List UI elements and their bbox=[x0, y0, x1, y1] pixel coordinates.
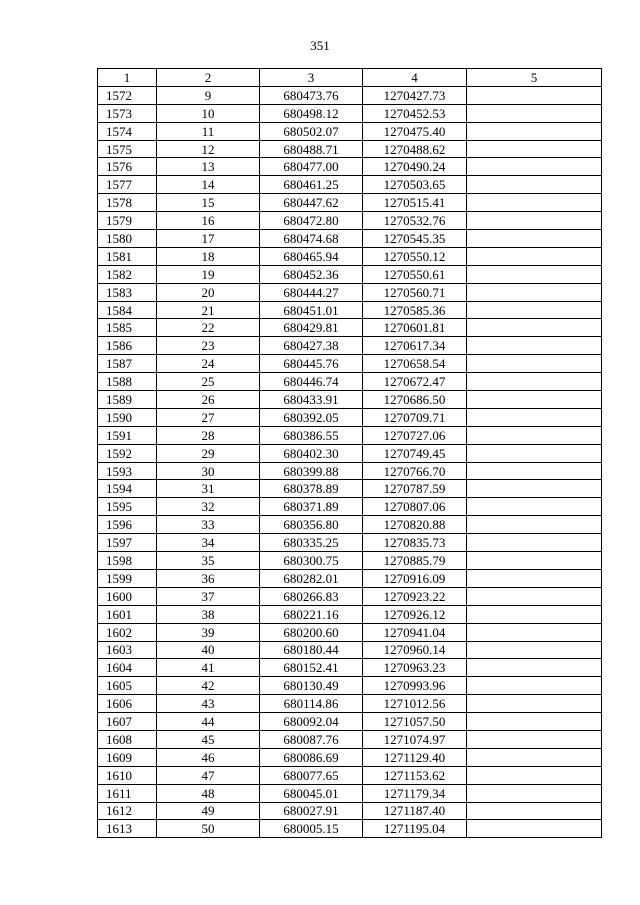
table-cell: 1270617.34 bbox=[363, 337, 467, 355]
table-cell bbox=[467, 766, 602, 784]
table-cell: 1609 bbox=[98, 748, 157, 766]
table-cell: 1599 bbox=[98, 569, 157, 587]
table-cell: 1270787.59 bbox=[363, 480, 467, 498]
table-cell: 1579 bbox=[98, 212, 157, 230]
table-cell: 680399.88 bbox=[260, 462, 363, 480]
table-cell: 680114.86 bbox=[260, 695, 363, 713]
table-cell: 680446.74 bbox=[260, 373, 363, 391]
table-cell: 680180.44 bbox=[260, 641, 363, 659]
table-cell: 35 bbox=[157, 552, 260, 570]
table-cell: 9 bbox=[157, 86, 260, 104]
table-cell: 680452.36 bbox=[260, 265, 363, 283]
table-cell: 680152.41 bbox=[260, 659, 363, 677]
table-cell: 680445.76 bbox=[260, 355, 363, 373]
table-cell: 1613 bbox=[98, 820, 157, 838]
table-cell: 680300.75 bbox=[260, 552, 363, 570]
table-row bbox=[98, 140, 602, 158]
table-cell: 37 bbox=[157, 587, 260, 605]
table-cell: 680402.30 bbox=[260, 444, 363, 462]
table-cell: 1270475.40 bbox=[363, 122, 467, 140]
table-cell: 46 bbox=[157, 748, 260, 766]
table-cell bbox=[467, 641, 602, 659]
table-cell: 1590 bbox=[98, 408, 157, 426]
table-cell: 1604 bbox=[98, 659, 157, 677]
table-cell: 22 bbox=[157, 319, 260, 337]
table-cell: 680498.12 bbox=[260, 104, 363, 122]
table-cell: 1594 bbox=[98, 480, 157, 498]
table-cell: 1593 bbox=[98, 462, 157, 480]
table-cell: 680356.80 bbox=[260, 516, 363, 534]
table-cell: 1270515.41 bbox=[363, 194, 467, 212]
table-cell: 680221.16 bbox=[260, 605, 363, 623]
table-row bbox=[98, 230, 602, 248]
table-row bbox=[98, 677, 602, 695]
table-cell: 1270941.04 bbox=[363, 623, 467, 641]
table-cell: 50 bbox=[157, 820, 260, 838]
table-cell bbox=[467, 337, 602, 355]
table-cell: 680392.05 bbox=[260, 408, 363, 426]
table-cell bbox=[467, 480, 602, 498]
table-cell: 1270532.76 bbox=[363, 212, 467, 230]
table-cell: 1270585.36 bbox=[363, 301, 467, 319]
table-cell: 34 bbox=[157, 534, 260, 552]
table-cell bbox=[467, 498, 602, 516]
table-cell: 680477.00 bbox=[260, 158, 363, 176]
table-cell: 1270488.62 bbox=[363, 140, 467, 158]
table-row bbox=[98, 498, 602, 516]
table-cell bbox=[467, 426, 602, 444]
table-cell: 27 bbox=[157, 408, 260, 426]
table-cell bbox=[467, 784, 602, 802]
table-cell: 1271129.40 bbox=[363, 748, 467, 766]
table-cell: 42 bbox=[157, 677, 260, 695]
table-cell: 1271187.40 bbox=[363, 802, 467, 820]
table-cell: 1270916.09 bbox=[363, 569, 467, 587]
table-cell: 1592 bbox=[98, 444, 157, 462]
table-cell: 1584 bbox=[98, 301, 157, 319]
table-cell: 1605 bbox=[98, 677, 157, 695]
table-row bbox=[98, 408, 602, 426]
table-cell bbox=[467, 230, 602, 248]
table-cell: 680465.94 bbox=[260, 247, 363, 265]
table-row bbox=[98, 659, 602, 677]
table-row bbox=[98, 605, 602, 623]
table-row bbox=[98, 247, 602, 265]
table-cell: 12 bbox=[157, 140, 260, 158]
table-cell: 1577 bbox=[98, 176, 157, 194]
table-cell: 1271074.97 bbox=[363, 730, 467, 748]
column-header: 4 bbox=[363, 69, 467, 87]
table-row bbox=[98, 319, 602, 337]
table-cell: 1270749.45 bbox=[363, 444, 467, 462]
table-cell: 1270727.06 bbox=[363, 426, 467, 444]
table-cell: 680087.76 bbox=[260, 730, 363, 748]
table-cell bbox=[467, 176, 602, 194]
table-cell: 49 bbox=[157, 802, 260, 820]
table-cell bbox=[467, 587, 602, 605]
column-header: 2 bbox=[157, 69, 260, 87]
table-row bbox=[98, 730, 602, 748]
table-cell: 680427.38 bbox=[260, 337, 363, 355]
table-row bbox=[98, 212, 602, 230]
table-cell: 40 bbox=[157, 641, 260, 659]
table-cell: 36 bbox=[157, 569, 260, 587]
table-cell: 680474.68 bbox=[260, 230, 363, 248]
table-cell bbox=[467, 319, 602, 337]
table-cell: 1600 bbox=[98, 587, 157, 605]
table-cell: 1589 bbox=[98, 391, 157, 409]
table-cell: 1586 bbox=[98, 337, 157, 355]
table-cell: 1270550.61 bbox=[363, 265, 467, 283]
table-cell: 1270923.22 bbox=[363, 587, 467, 605]
table-cell: 1270820.88 bbox=[363, 516, 467, 534]
table-row bbox=[98, 337, 602, 355]
table-cell bbox=[467, 247, 602, 265]
table-cell: 39 bbox=[157, 623, 260, 641]
table-cell bbox=[467, 122, 602, 140]
table-cell bbox=[467, 569, 602, 587]
table-row bbox=[98, 766, 602, 784]
table-cell: 44 bbox=[157, 713, 260, 731]
table-cell: 1270672.47 bbox=[363, 373, 467, 391]
table-cell: 26 bbox=[157, 391, 260, 409]
table-cell: 680461.25 bbox=[260, 176, 363, 194]
table-cell bbox=[467, 391, 602, 409]
table-cell: 680488.71 bbox=[260, 140, 363, 158]
table-cell: 1271179.34 bbox=[363, 784, 467, 802]
table-cell: 1576 bbox=[98, 158, 157, 176]
table-cell bbox=[467, 212, 602, 230]
table-cell: 1588 bbox=[98, 373, 157, 391]
table-cell: 1597 bbox=[98, 534, 157, 552]
table-cell: 1270963.23 bbox=[363, 659, 467, 677]
table-row bbox=[98, 391, 602, 409]
column-header: 1 bbox=[98, 69, 157, 87]
table-row bbox=[98, 122, 602, 140]
table-cell bbox=[467, 158, 602, 176]
table-cell: 1270709.71 bbox=[363, 408, 467, 426]
table-row bbox=[98, 355, 602, 373]
table-cell: 1270926.12 bbox=[363, 605, 467, 623]
table-cell: 680472.80 bbox=[260, 212, 363, 230]
column-header: 3 bbox=[260, 69, 363, 87]
table-cell: 680027.91 bbox=[260, 802, 363, 820]
table-cell bbox=[467, 820, 602, 838]
table-cell: 30 bbox=[157, 462, 260, 480]
table-cell: 1270960.14 bbox=[363, 641, 467, 659]
table-row bbox=[98, 623, 602, 641]
table-cell: 1583 bbox=[98, 283, 157, 301]
table-cell: 1270766.70 bbox=[363, 462, 467, 480]
table-row bbox=[98, 569, 602, 587]
table-row bbox=[98, 802, 602, 820]
table-cell: 680447.62 bbox=[260, 194, 363, 212]
table-cell: 680502.07 bbox=[260, 122, 363, 140]
table-cell: 1572 bbox=[98, 86, 157, 104]
table-cell bbox=[467, 194, 602, 212]
table-cell: 32 bbox=[157, 498, 260, 516]
table-row bbox=[98, 301, 602, 319]
table-body bbox=[98, 86, 602, 837]
table-cell: 1270807.06 bbox=[363, 498, 467, 516]
table-row bbox=[98, 462, 602, 480]
table-cell bbox=[467, 677, 602, 695]
table-cell: 1270427.73 bbox=[363, 86, 467, 104]
table-row bbox=[98, 176, 602, 194]
table-cell: 48 bbox=[157, 784, 260, 802]
table-cell: 17 bbox=[157, 230, 260, 248]
table-cell: 25 bbox=[157, 373, 260, 391]
table-cell: 680130.49 bbox=[260, 677, 363, 695]
table-cell bbox=[467, 695, 602, 713]
table-header-row bbox=[98, 69, 602, 87]
table-cell: 10 bbox=[157, 104, 260, 122]
table-cell: 680378.89 bbox=[260, 480, 363, 498]
table-row bbox=[98, 534, 602, 552]
table-row bbox=[98, 265, 602, 283]
table-cell: 38 bbox=[157, 605, 260, 623]
page-number: 351 bbox=[310, 38, 330, 53]
table-cell: 19 bbox=[157, 265, 260, 283]
table-cell: 23 bbox=[157, 337, 260, 355]
table-cell: 1611 bbox=[98, 784, 157, 802]
table-cell: 1270686.50 bbox=[363, 391, 467, 409]
table-cell: 18 bbox=[157, 247, 260, 265]
table-cell bbox=[467, 605, 602, 623]
table-cell: 1270601.81 bbox=[363, 319, 467, 337]
table-row bbox=[98, 480, 602, 498]
table-row bbox=[98, 86, 602, 104]
table-row bbox=[98, 695, 602, 713]
table-cell: 1270545.35 bbox=[363, 230, 467, 248]
table-cell bbox=[467, 462, 602, 480]
table-cell: 1582 bbox=[98, 265, 157, 283]
table-cell: 1581 bbox=[98, 247, 157, 265]
table-cell bbox=[467, 104, 602, 122]
table-cell: 1271195.04 bbox=[363, 820, 467, 838]
table-cell: 33 bbox=[157, 516, 260, 534]
table-cell: 21 bbox=[157, 301, 260, 319]
table-cell: 1601 bbox=[98, 605, 157, 623]
table-cell bbox=[467, 408, 602, 426]
table-cell: 680077.65 bbox=[260, 766, 363, 784]
table-cell: 1270550.12 bbox=[363, 247, 467, 265]
table-cell: 16 bbox=[157, 212, 260, 230]
table-cell: 680086.69 bbox=[260, 748, 363, 766]
table-cell: 45 bbox=[157, 730, 260, 748]
table-cell: 1578 bbox=[98, 194, 157, 212]
table-cell bbox=[467, 713, 602, 731]
table-row bbox=[98, 104, 602, 122]
table-cell: 1610 bbox=[98, 766, 157, 784]
table-cell bbox=[467, 265, 602, 283]
table-cell: 680386.55 bbox=[260, 426, 363, 444]
table-cell: 11 bbox=[157, 122, 260, 140]
table-cell: 1270885.79 bbox=[363, 552, 467, 570]
table-cell: 1270503.65 bbox=[363, 176, 467, 194]
table-cell: 47 bbox=[157, 766, 260, 784]
table-cell bbox=[467, 534, 602, 552]
column-header: 5 bbox=[467, 69, 602, 87]
table-row bbox=[98, 641, 602, 659]
table-cell: 1595 bbox=[98, 498, 157, 516]
table-cell: 28 bbox=[157, 426, 260, 444]
table-cell bbox=[467, 623, 602, 641]
table-cell: 680433.91 bbox=[260, 391, 363, 409]
table-cell: 24 bbox=[157, 355, 260, 373]
table-cell bbox=[467, 355, 602, 373]
table-cell: 680473.76 bbox=[260, 86, 363, 104]
table-row bbox=[98, 373, 602, 391]
table-row bbox=[98, 820, 602, 838]
table-cell: 1596 bbox=[98, 516, 157, 534]
table-cell: 1270452.53 bbox=[363, 104, 467, 122]
table-cell bbox=[467, 140, 602, 158]
table-cell bbox=[467, 301, 602, 319]
table-cell: 1270993.96 bbox=[363, 677, 467, 695]
table-cell: 29 bbox=[157, 444, 260, 462]
table-cell: 680444.27 bbox=[260, 283, 363, 301]
table-cell: 1575 bbox=[98, 140, 157, 158]
table-row bbox=[98, 552, 602, 570]
table-row bbox=[98, 748, 602, 766]
table-cell bbox=[467, 283, 602, 301]
table-cell bbox=[467, 730, 602, 748]
table-row bbox=[98, 426, 602, 444]
table-cell: 1606 bbox=[98, 695, 157, 713]
table-cell: 1271057.50 bbox=[363, 713, 467, 731]
table-cell: 13 bbox=[157, 158, 260, 176]
table-cell: 680200.60 bbox=[260, 623, 363, 641]
table-row bbox=[98, 713, 602, 731]
table-cell: 680429.81 bbox=[260, 319, 363, 337]
table-row bbox=[98, 283, 602, 301]
table-row bbox=[98, 784, 602, 802]
table-cell: 1598 bbox=[98, 552, 157, 570]
table-cell: 1580 bbox=[98, 230, 157, 248]
table-cell: 1591 bbox=[98, 426, 157, 444]
table-cell: 1271012.56 bbox=[363, 695, 467, 713]
table-cell bbox=[467, 552, 602, 570]
table-cell: 680451.01 bbox=[260, 301, 363, 319]
table-cell bbox=[467, 86, 602, 104]
table-cell: 1608 bbox=[98, 730, 157, 748]
table-cell: 1271153.62 bbox=[363, 766, 467, 784]
table-cell bbox=[467, 444, 602, 462]
coordinates-table bbox=[97, 68, 602, 838]
table-row bbox=[98, 194, 602, 212]
table-cell: 1574 bbox=[98, 122, 157, 140]
table-cell: 31 bbox=[157, 480, 260, 498]
table-cell bbox=[467, 802, 602, 820]
table-row bbox=[98, 444, 602, 462]
table-cell: 1270490.24 bbox=[363, 158, 467, 176]
table-cell bbox=[467, 748, 602, 766]
table-cell: 1585 bbox=[98, 319, 157, 337]
table-cell: 680045.01 bbox=[260, 784, 363, 802]
table-cell: 1270835.73 bbox=[363, 534, 467, 552]
table-cell bbox=[467, 516, 602, 534]
table-cell: 1587 bbox=[98, 355, 157, 373]
table-cell: 680335.25 bbox=[260, 534, 363, 552]
table-cell: 1270560.71 bbox=[363, 283, 467, 301]
table-cell: 43 bbox=[157, 695, 260, 713]
table-cell: 1602 bbox=[98, 623, 157, 641]
table-cell: 1573 bbox=[98, 104, 157, 122]
table-row bbox=[98, 158, 602, 176]
table-row bbox=[98, 587, 602, 605]
table-cell: 680371.89 bbox=[260, 498, 363, 516]
table-cell: 20 bbox=[157, 283, 260, 301]
table-cell: 680005.15 bbox=[260, 820, 363, 838]
table-cell: 680282.01 bbox=[260, 569, 363, 587]
table-cell: 680266.83 bbox=[260, 587, 363, 605]
table-cell: 1603 bbox=[98, 641, 157, 659]
table-cell: 1607 bbox=[98, 713, 157, 731]
table-cell bbox=[467, 659, 602, 677]
table-row bbox=[98, 516, 602, 534]
table-cell bbox=[467, 373, 602, 391]
table-cell: 680092.04 bbox=[260, 713, 363, 731]
table-cell: 41 bbox=[157, 659, 260, 677]
table-cell: 1612 bbox=[98, 802, 157, 820]
table-cell: 15 bbox=[157, 194, 260, 212]
table-cell: 1270658.54 bbox=[363, 355, 467, 373]
table-cell: 14 bbox=[157, 176, 260, 194]
